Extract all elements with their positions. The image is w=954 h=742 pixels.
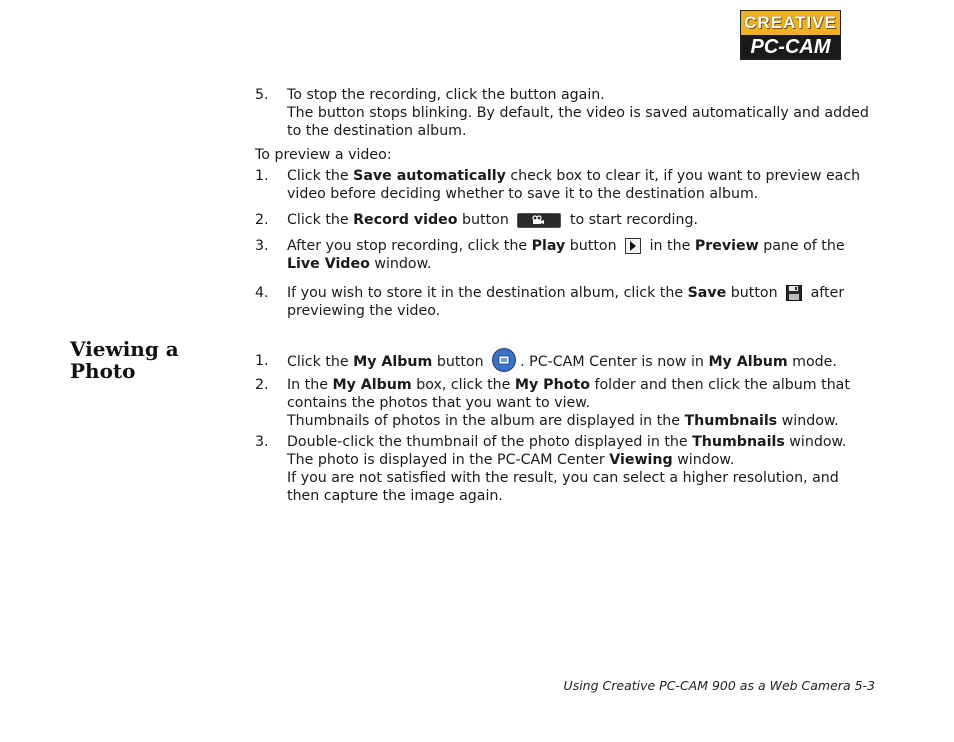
step-subtext: window. — [777, 413, 839, 429]
play-label: Play — [531, 238, 566, 254]
step-text: check box to clear it, if you want to preview each video before deciding whether to save it to the destination album. — [287, 168, 861, 202]
step-text: to start recording. — [565, 212, 698, 228]
step-text: mode. — [787, 354, 837, 370]
preview-step-3 — [255, 237, 875, 273]
step-number: 3. — [255, 434, 269, 450]
step-text: Double-click the thumbnail of the photo displayed in the — [287, 434, 693, 450]
step-text: button — [565, 238, 617, 254]
my-photo-label: My Photo — [514, 377, 590, 393]
step-5-stop-recording — [255, 86, 875, 140]
step-text: box, click the — [411, 377, 515, 393]
step-text: after previewing the video. — [287, 285, 845, 319]
logo-creative-text: CREATIVE — [741, 11, 840, 35]
step-number: 1. — [255, 353, 269, 369]
step-number: 1. — [255, 168, 269, 184]
step-text: After you stop recording, click the — [287, 238, 532, 254]
my-album-label: My Album — [332, 377, 412, 393]
step-subtext: window. — [672, 452, 735, 468]
step-text: in the — [645, 238, 695, 254]
step-subtext: Thumbnails of photos in the album are displayed in the — [287, 413, 685, 429]
preview-step-4 — [255, 284, 875, 320]
save-automatically-label: Save automatically — [353, 168, 506, 184]
step-number: 2. — [255, 377, 269, 393]
save-label: Save — [687, 285, 727, 301]
step-subtext: The photo is displayed in the PC-CAM Center — [287, 452, 610, 468]
my-album-label: My Album — [353, 354, 433, 370]
page-footer: Using Creative PC-CAM 900 as a Web Camera 5-3 — [563, 678, 875, 693]
step-text: button — [726, 285, 778, 301]
logo-pc-cam-text: PC-CAM — [750, 36, 831, 58]
step-text: . PC-CAM Center is now in — [520, 354, 709, 370]
step-text: button — [432, 354, 484, 370]
step-text: To stop the recording, click the button again. — [287, 87, 605, 103]
step-subtext: If you are not satisfied with the result, you can select a higher resolution, and then capture the image again. — [287, 470, 839, 504]
preview-label: Preview — [694, 238, 759, 254]
step-text: In the — [287, 377, 333, 393]
thumbnails-label: Thumbnails — [684, 413, 778, 429]
step-text: button — [457, 212, 509, 228]
step-text: window. — [784, 434, 847, 450]
preview-step-2 — [255, 211, 875, 229]
step-text: Click the — [287, 168, 354, 184]
creative-pc-cam-logo — [740, 10, 841, 60]
viewing-step-1 — [255, 352, 875, 372]
live-video-label: Live Video — [287, 256, 370, 272]
record-video-camera-icon — [517, 213, 561, 228]
my-album-label: My Album — [708, 354, 788, 370]
preview-video-intro: To preview a video: — [255, 147, 392, 163]
step-text: Click the — [287, 212, 354, 228]
step-text: pane of the — [758, 238, 845, 254]
save-floppy-icon — [786, 285, 802, 301]
step-text: Click the — [287, 354, 354, 370]
viewing-label: Viewing — [609, 452, 673, 468]
step-number: 4. — [255, 285, 269, 301]
step-number: 5. — [255, 87, 269, 103]
step-number: 2. — [255, 212, 269, 228]
play-icon — [625, 238, 641, 254]
preview-step-1 — [255, 167, 875, 203]
step-text: folder and then click the album that contains the photos that you want to view. — [287, 377, 850, 411]
section-heading-viewing-a-photo: Viewing a Photo — [70, 337, 179, 383]
viewing-step-2 — [255, 376, 875, 430]
thumbnails-label: Thumbnails — [692, 434, 785, 450]
step-text: If you wish to store it in the destination album, click the — [287, 285, 688, 301]
my-album-icon — [492, 348, 516, 372]
record-video-label: Record video — [353, 212, 458, 228]
viewing-step-3 — [255, 433, 875, 505]
step-number: 3. — [255, 238, 269, 254]
step-subtext: The button stops blinking. By default, the video is saved automatically and added to the destination album. — [287, 105, 869, 139]
step-text: window. — [369, 256, 432, 272]
